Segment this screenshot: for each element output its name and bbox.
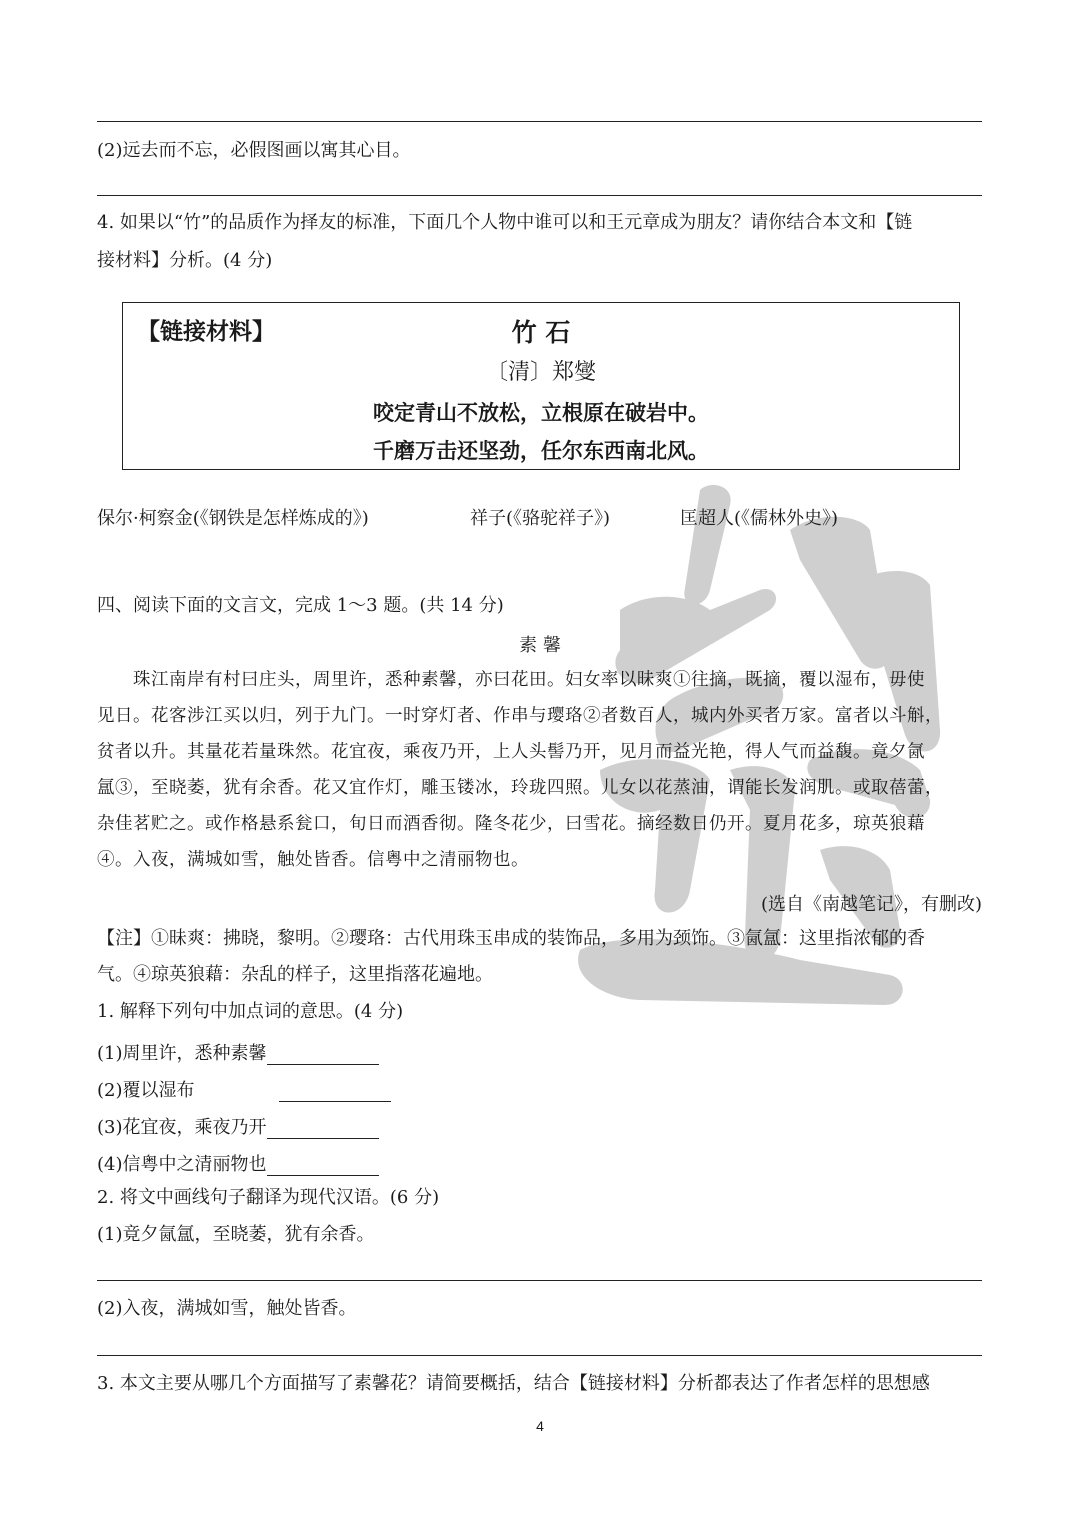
answer-line — [97, 1280, 982, 1281]
poem-verse: 千磨万击还坚劲，任尔东西南北风。 — [373, 439, 709, 463]
answer-line — [97, 1355, 982, 1356]
answer-line — [97, 121, 982, 122]
answer-blank[interactable] — [279, 1083, 391, 1102]
passage-line: 贫者以升。其量花若量珠然。花宜夜，乘夜乃开，上人头髻乃开，见月而益光艳，得人气而益馥。竟夕氤 — [97, 742, 925, 762]
question-4-line1: 4. 如果以“竹”的品质作为择友的标准，下面几个人物中谁可以和王元章成为朋友？请你结合本文和【链 — [97, 212, 913, 233]
question-2-item: (2)入夜，满城如雪，触处皆香。 — [97, 1298, 357, 1319]
answer-line — [97, 195, 982, 196]
page-number: 4 — [536, 1418, 544, 1434]
passage-line: 珠江南岸有村曰庄头，周里许，悉种素馨，亦曰花田。妇女率以昧爽①往摘，既摘，覆以湿布，毋使 — [133, 670, 925, 690]
item-text: (1)周里许，悉种素馨 — [97, 1043, 267, 1064]
item-text: (3)花宜夜，乘夜乃开 — [97, 1117, 267, 1138]
character-option: 祥子(《骆驼祥子》) — [470, 508, 611, 529]
answer-blank[interactable] — [267, 1120, 379, 1139]
classical-passage — [97, 662, 981, 878]
question-3-stem: 3. 本文主要从哪几个方面描写了素馨花？请简要概括，结合【链接材料】分析都表达了作者怎样的思想感 — [97, 1373, 930, 1394]
source-citation: (选自《南越笔记》，有删改) — [760, 894, 982, 915]
passage-line: 杂佳茗贮之。或作格悬系瓮口，旬日而酒香彻。隆冬花少，曰雪花。摘经数日仍开。夏月花多，琼英狼藉 — [97, 814, 925, 834]
answer-blank[interactable] — [267, 1046, 379, 1065]
note-line: 气。④琼英狼藉：杂乱的样子，这里指落花遍地。 — [97, 964, 493, 985]
poem-verse: 咬定青山不放松，立根原在破岩中。 — [373, 401, 709, 425]
question-1-item — [97, 1150, 379, 1176]
note-line: 【注】①昧爽：拂晓，黎明。②璎珞：古代用珠玉串成的装饰品，多用为颈饰。③氤氲：这里指浓郁的香 — [97, 928, 925, 949]
question-1-stem: 1. 解释下列句中加点词的意思。(4 分) — [97, 1001, 404, 1022]
character-option: 保尔·柯察金(《钢铁是怎样炼成的》) — [97, 508, 369, 529]
item-text: (4)信粤中之清丽物也 — [97, 1154, 267, 1175]
link-material-box — [122, 302, 960, 470]
poem-title: 竹 石 — [511, 318, 571, 347]
question-1-item — [97, 1113, 379, 1139]
item-text: (2)覆以湿布 — [97, 1080, 195, 1101]
passage-line: 见日。花客涉江买以归，列于九门。一时穿灯者、作串与璎珞②者数百人，城内外买者万家。富者以斗斛， — [97, 706, 943, 726]
section-heading: 四、阅读下面的文言文，完成 1～3 题。(共 14 分) — [97, 595, 504, 616]
question-4-line2: 接材料】分析。(4 分) — [97, 250, 273, 271]
question-2-stem: 2. 将文中画线句子翻译为现代汉语。(6 分) — [97, 1187, 440, 1208]
poem-author: 〔清〕郑燮 — [485, 360, 596, 385]
passage-title: 素 馨 — [519, 635, 561, 656]
question-1-item — [97, 1039, 379, 1065]
character-option: 匡超人(《儒林外史》) — [680, 508, 839, 529]
question-item: (2)远去而不忘，必假图画以寓其心目。 — [97, 140, 411, 161]
question-1-item — [97, 1076, 391, 1102]
link-material-label: 【链接材料】 — [137, 319, 275, 345]
passage-line: 氲③，至晓萎，犹有余香。花又宜作灯，雕玉镂冰，玲珑四照。儿女以花蒸油，谓能长发润肌。或取蓓蕾， — [97, 778, 943, 798]
passage-line: ④。入夜，满城如雪，触处皆香。信粤中之清丽物也。 — [97, 850, 529, 870]
answer-blank[interactable] — [267, 1157, 379, 1176]
question-2-item: (1)竟夕氤氲，至晓萎，犹有余香。 — [97, 1224, 375, 1245]
